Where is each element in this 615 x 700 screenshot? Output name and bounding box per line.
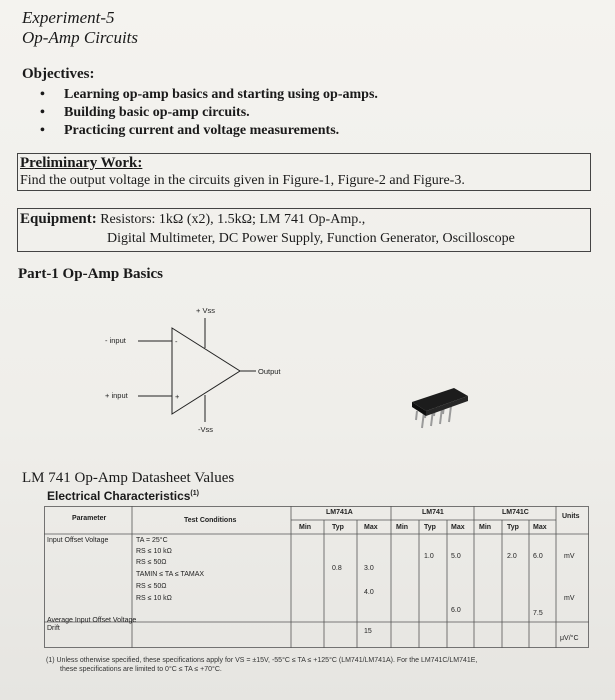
cell-lm741a-max: 3.0 xyxy=(364,565,374,572)
col-test-conditions: Test Conditions xyxy=(184,517,237,524)
cell-lm741-max: 5.0 xyxy=(451,553,461,560)
electrical-characteristics-heading: Electrical Characteristics$^{(1)}$ xyxy=(47,489,199,503)
plus-sign: + xyxy=(175,392,180,401)
objectives-list xyxy=(40,86,378,140)
datasheet-table xyxy=(44,506,589,648)
equipment-resistors: Resistors: 1kΩ (x2), 1.5kΩ; LM 741 Op-Amp., xyxy=(100,212,366,227)
sub-max: Max xyxy=(451,524,465,531)
ic-chip-photo xyxy=(408,378,472,434)
sub-min: Min xyxy=(299,524,312,531)
cell-drift-value: 15 xyxy=(364,628,372,635)
part1-heading: Part-1 Op-Amp Basics xyxy=(18,266,163,282)
cell-lm741c-typ: 2.0 xyxy=(507,553,517,560)
input-plus-label: + input xyxy=(105,391,128,400)
experiment-subject: Op-Amp Circuits xyxy=(22,28,139,47)
cell-lm741a-max: 4.0 xyxy=(364,589,374,596)
col-parameter: Parameter xyxy=(72,515,107,522)
row1-condition: TAMIN ≤ TA ≤ TAMAX xyxy=(136,571,205,578)
row2-parameter: Drift xyxy=(47,625,60,632)
objective-item: • Learning op-amp basics and starting using op-amps. xyxy=(40,86,378,104)
sub-max: Max xyxy=(533,524,547,531)
cell-unit-mv: mV xyxy=(564,595,575,602)
datasheet-title: LM 741 Op-Amp Datasheet Values xyxy=(22,470,235,486)
col-lm741c: LM741C xyxy=(502,509,529,516)
preliminary-box xyxy=(17,153,591,191)
cell-lm741c-max: 7.5 xyxy=(533,610,543,617)
row2-parameter: Average Input Offset Voltage xyxy=(47,617,137,624)
sub-min: Min xyxy=(396,524,409,531)
datasheet-footnote: (1) Unless otherwise specified, these specifications apply for VS = ±15V, -55°C ≤ TA ≤ +125°C (LM741/LM741A). For the LM741C/LM741E, these specifications are limited to 0°C ≤ TA ≤ +70°C. xyxy=(46,657,478,673)
equipment-box xyxy=(17,208,591,252)
col-units: Units xyxy=(562,513,580,520)
objective-item: • Practicing current and voltage measurements. xyxy=(40,122,378,140)
preliminary-heading: Preliminary Work: xyxy=(20,155,143,171)
cell-lm741-typ: 1.0 xyxy=(424,553,434,560)
cell-lm741c-max: 6.0 xyxy=(533,553,543,560)
experiment-title: Experiment-5 xyxy=(22,8,115,27)
op-amp-triangle xyxy=(172,328,240,414)
cell-lm741a-typ: 0.8 xyxy=(332,565,342,572)
equipment-label: Equipment: xyxy=(20,211,97,227)
equipment-line-2: Digital Multimeter, DC Power Supply, Function Generator, Oscilloscope xyxy=(107,231,515,246)
sub-max: Max xyxy=(364,524,378,531)
sub-typ: Typ xyxy=(332,524,344,531)
cell-unit-mv: mV xyxy=(564,553,575,560)
col-lm741: LM741 xyxy=(422,509,444,516)
minus-sign: - xyxy=(175,337,178,346)
row1-condition: RS ≤ 10 kΩ xyxy=(136,595,172,602)
row1-condition: RS ≤ 10 kΩ xyxy=(136,548,172,555)
sub-typ: Typ xyxy=(424,524,436,531)
input-minus-label: - input xyxy=(105,336,126,345)
equipment-line-1 xyxy=(20,211,365,228)
sub-min: Min xyxy=(479,524,492,531)
objective-item: • Building basic op-amp circuits. xyxy=(40,104,378,122)
row1-condition: RS ≤ 50Ω xyxy=(136,583,167,590)
vss-bottom-label: -Vss xyxy=(198,425,213,434)
cell-drift-unit: μV/°C xyxy=(560,635,579,642)
cell-lm741-max: 6.0 xyxy=(451,607,461,614)
preliminary-text: Find the output voltage in the circuits given in Figure-1, Figure-2 and Figure-3. xyxy=(20,173,465,188)
output-label: Output xyxy=(258,367,281,376)
op-amp-schematic xyxy=(80,300,320,440)
col-lm741a: LM741A xyxy=(326,509,353,516)
objectives-heading: Objectives: xyxy=(22,66,95,82)
sub-typ: Typ xyxy=(507,524,519,531)
row1-condition: TA = 25°C xyxy=(136,537,168,544)
row1-condition: RS ≤ 50Ω xyxy=(136,559,167,566)
row1-parameter: Input Offset Voltage xyxy=(47,537,109,544)
vss-top-label: + Vss xyxy=(196,306,215,315)
